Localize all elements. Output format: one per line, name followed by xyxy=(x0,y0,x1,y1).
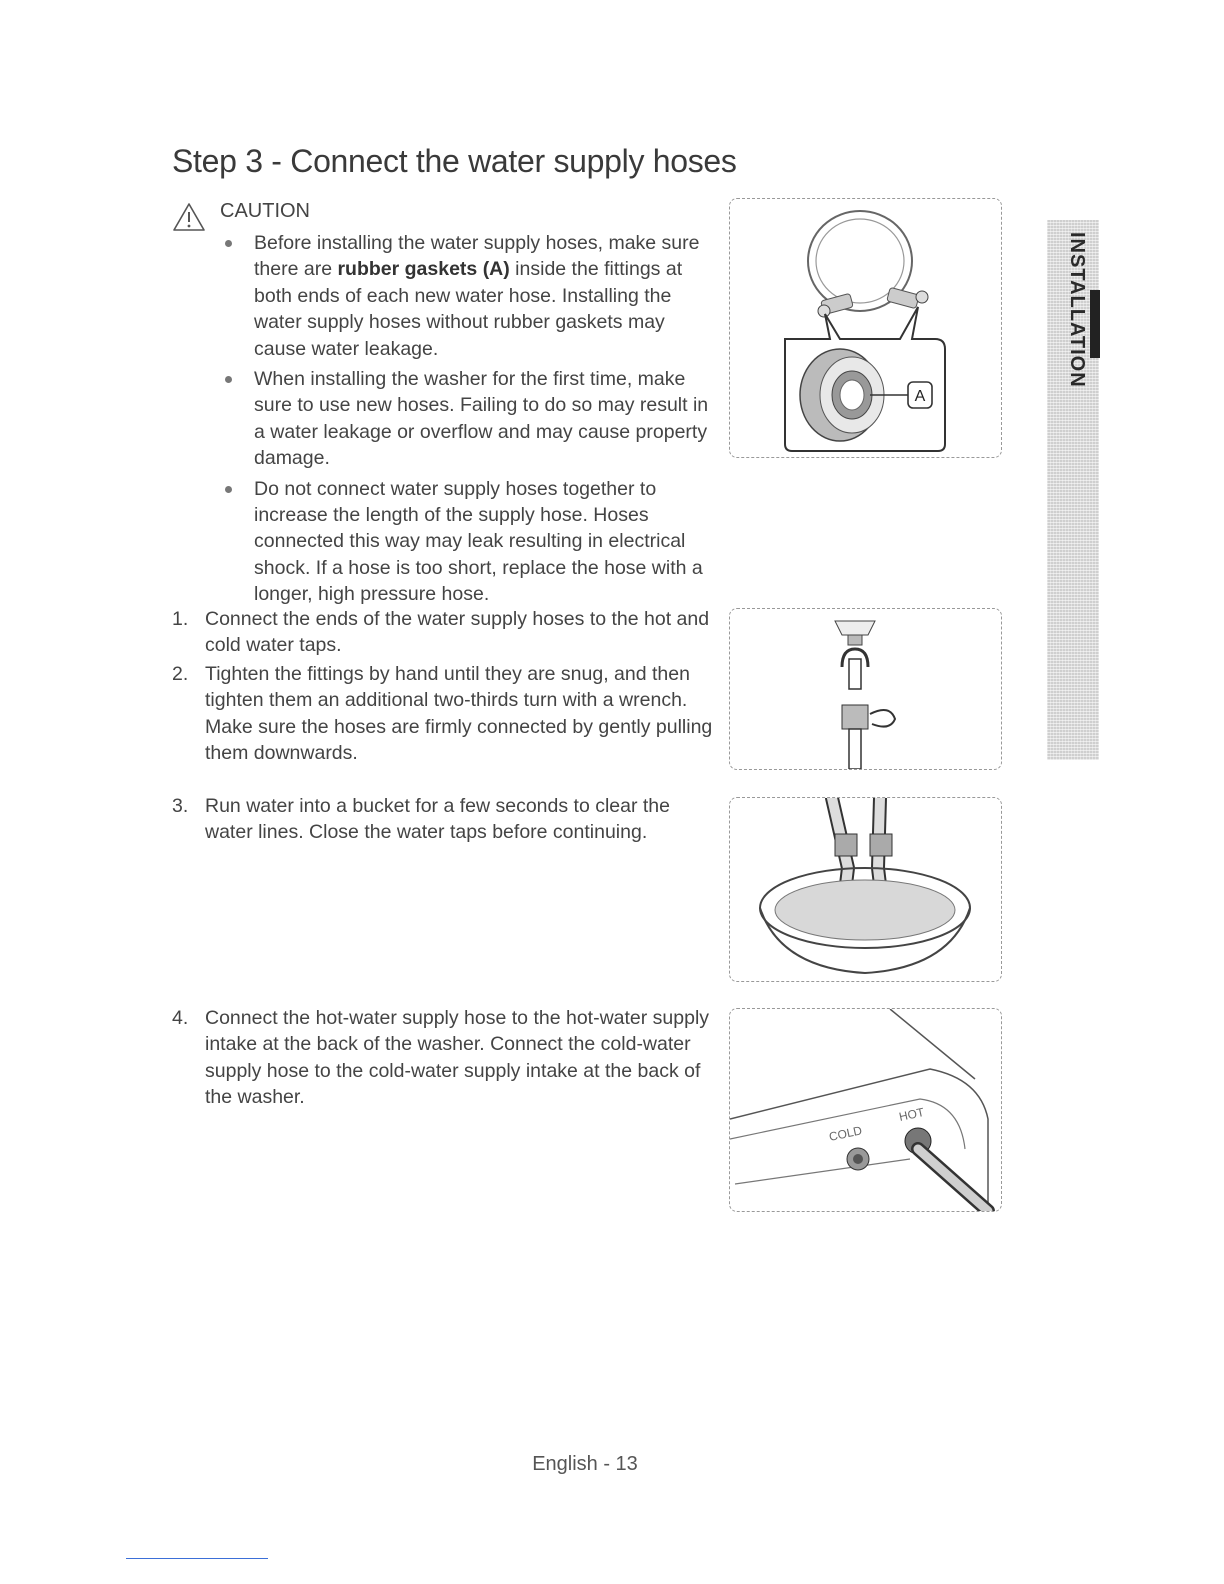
step-1 xyxy=(172,606,722,659)
caution-item: When installing the washer for the first time, make sure to use new hoses. Failing to do so may result in a water leakage or overflow and may cause property damage. xyxy=(222,366,722,472)
bucket-figure xyxy=(729,797,1002,982)
tap-connection-figure xyxy=(729,608,1002,770)
hose-gasket-figure xyxy=(729,198,1002,458)
caution-item-text: inside the fittings at both ends of each new water hose. Installing the water supply hoses without rubber gaskets may cause water leakage. xyxy=(254,258,683,360)
side-tab-label: INSTALLATION xyxy=(1066,232,1088,388)
caution-list xyxy=(222,230,722,612)
step-text: Connect the hot-water supply hose to the hot-water supply intake at the back of the washer. Connect the cold-water supply hose to the cold-water supply intake at the back of the washer. xyxy=(205,1007,710,1109)
bucket-illustration xyxy=(730,798,1001,981)
footer-rule xyxy=(126,1558,268,1559)
step-text: Connect the ends of the water supply hoses to the hot and cold water taps. xyxy=(205,608,710,657)
page-footer: English - 13 xyxy=(532,1453,638,1475)
cold-label: COLD xyxy=(827,1123,864,1144)
step-number: 4. xyxy=(172,1007,189,1029)
warning-triangle-icon xyxy=(172,202,206,232)
step-number: 3. xyxy=(172,795,189,817)
step-2 xyxy=(172,661,722,767)
caution-item xyxy=(222,230,722,362)
page-title: Step 3 - Connect the water supply hoses xyxy=(172,143,737,179)
step-number: 2. xyxy=(172,663,189,685)
step-4 xyxy=(172,1005,722,1111)
washer-back-figure xyxy=(729,1008,1002,1212)
hose-gasket-illustration xyxy=(730,199,1001,457)
step-text: Run water into a bucket for a few seconds to clear the water lines. Close the water taps before continuing. xyxy=(205,795,671,844)
caution-item-text: Before installing the water supply hoses, make sure there are xyxy=(254,232,700,281)
hot-label: HOT xyxy=(897,1104,926,1124)
caution-label: CAUTION xyxy=(220,200,310,222)
caution-item-bold: rubber gaskets (A) xyxy=(337,258,510,281)
side-tab-marker xyxy=(1090,290,1100,358)
tap-connection-illustration xyxy=(730,609,1001,769)
step-text: Tighten the fittings by hand until they are snug, and then tighten them an additional two-thirds turn with a wrench. Make sure the hoses are firmly connected by gently pulling them downwards. xyxy=(205,663,713,765)
washer-back-illustration xyxy=(730,1009,1001,1211)
caution-item: Do not connect water supply hoses together to increase the length of the supply hose. Hoses connected this way may leak resulting in electrical shock. If a hose is too short, replace the hose with a longer, high pressure hose. xyxy=(222,476,722,608)
gasket-label: A xyxy=(914,388,926,405)
step-3 xyxy=(172,793,722,846)
step-number: 1. xyxy=(172,608,189,630)
